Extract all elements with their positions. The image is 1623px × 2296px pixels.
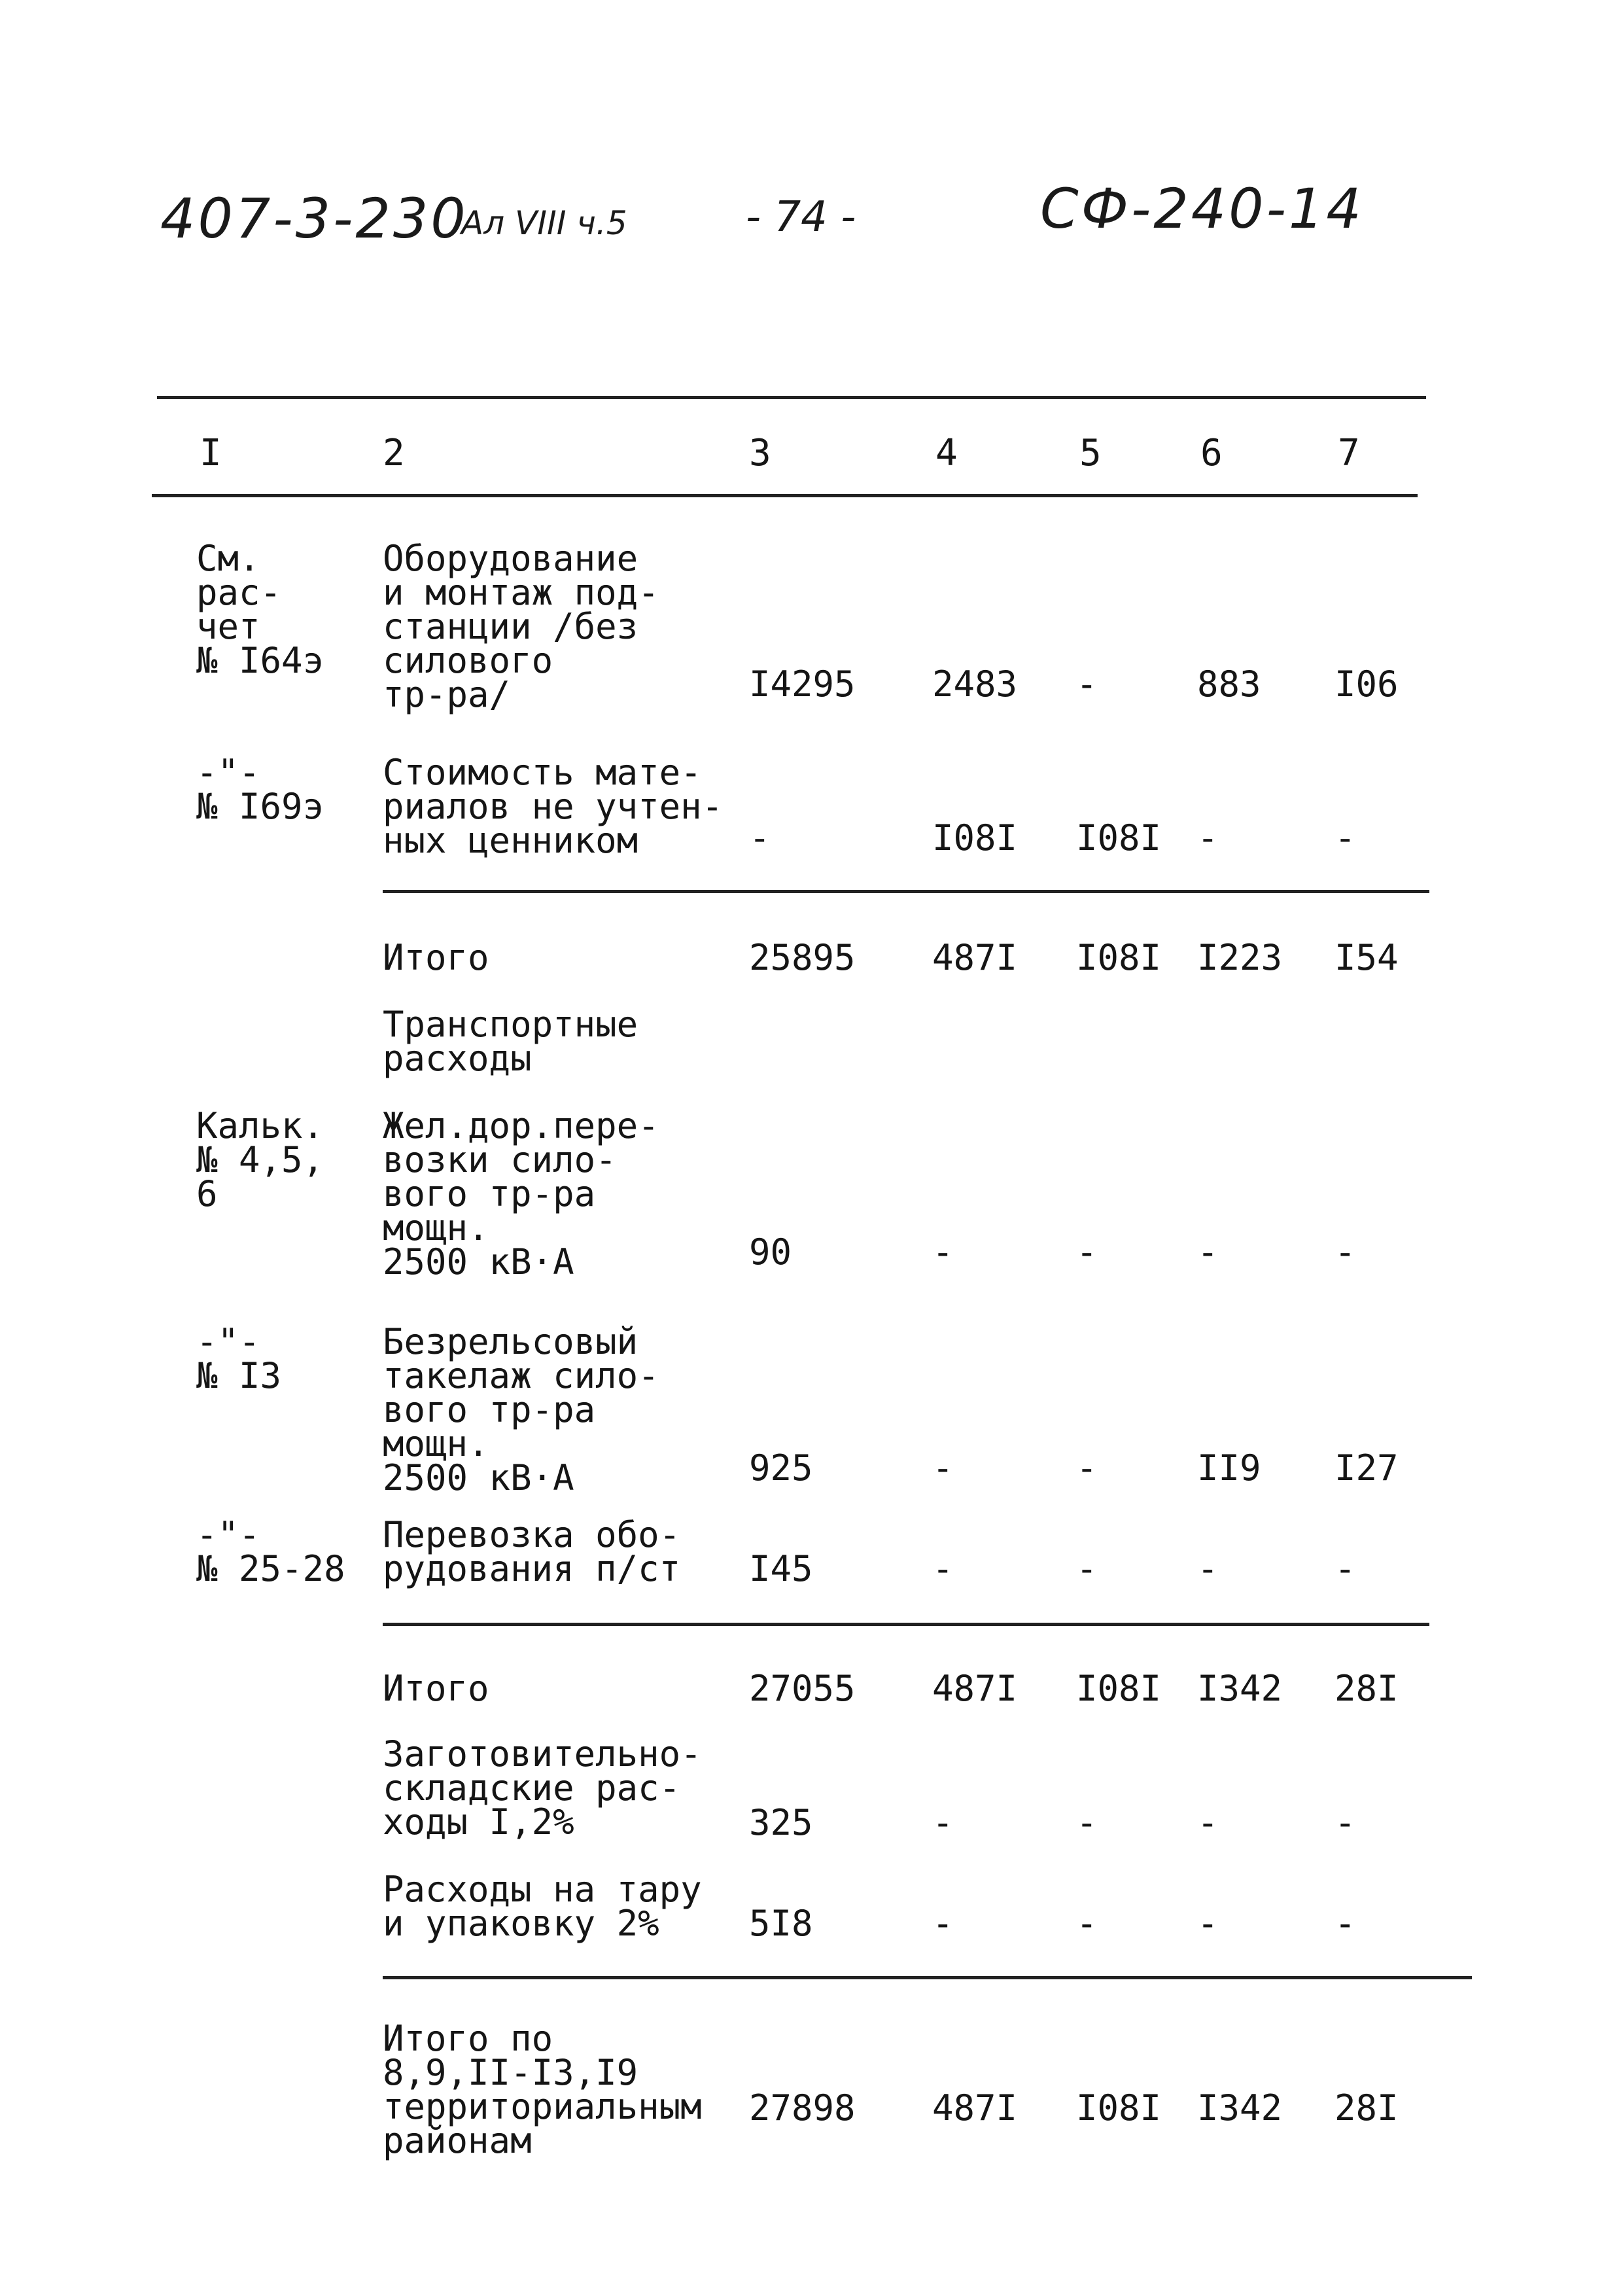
cell-col5: - [1076, 663, 1098, 705]
cell-col4: 2483 [932, 663, 1018, 705]
row-reference: -"- № I3 [196, 1321, 282, 1396]
table-top-rule [157, 396, 1426, 399]
column-header-3: 3 [749, 432, 771, 474]
row-description: Итого по 8,9,II-I3,I9 территориальным районам [383, 2018, 702, 2161]
cell-col6: - [1197, 1903, 1219, 1944]
cell-col7: I54 [1335, 937, 1399, 978]
cell-col7: I06 [1335, 663, 1399, 705]
cell-col3: 27055 [749, 1668, 856, 1709]
document-code: 407-3-230 [160, 186, 468, 251]
cell-col7: - [1335, 1231, 1356, 1273]
cell-col5: - [1076, 1548, 1098, 1589]
cell-col5: I08I [1076, 1668, 1162, 1709]
total-rule [383, 1976, 1472, 1979]
cell-col6: 883 [1197, 663, 1261, 705]
cell-col4: - [932, 1802, 954, 1843]
column-header-5: 5 [1079, 432, 1102, 474]
row-description: Расходы на тару и упаковку 2% [383, 1869, 702, 1944]
cell-col7: - [1335, 1802, 1356, 1843]
cell-col4: I08I [932, 817, 1018, 858]
cell-col4: - [932, 1548, 954, 1589]
cell-col4: 487I [932, 937, 1018, 978]
cell-col5: - [1076, 1802, 1098, 1843]
cell-col6: - [1197, 817, 1219, 858]
cell-col3: 325 [749, 1802, 813, 1843]
subtotal-rule [383, 1623, 1429, 1626]
cell-col5: I08I [1076, 937, 1162, 978]
cell-col7: - [1335, 1548, 1356, 1589]
row-reference: См. рас- чет № I64э [196, 538, 324, 681]
cell-col7: 28I [1335, 2087, 1399, 2128]
cell-col4: - [932, 1231, 954, 1273]
cell-col3: 925 [749, 1447, 813, 1489]
cell-col6: - [1197, 1802, 1219, 1843]
row-description: Стоимость мате- риалов не учтен- ных ценником [383, 752, 724, 861]
album-part-label: Ал VIII ч.5 [461, 204, 627, 242]
cell-col3: I4295 [749, 663, 856, 705]
cell-col3: 25895 [749, 937, 856, 978]
cell-col4: - [932, 1447, 954, 1489]
column-header-7: 7 [1338, 432, 1360, 474]
cell-col7: 28I [1335, 1668, 1399, 1709]
row-reference: Кальк. № 4,5, 6 [196, 1105, 324, 1214]
cell-col6: - [1197, 1548, 1219, 1589]
column-header-6: 6 [1200, 432, 1223, 474]
row-description: Оборудование и монтаж под- станции /без силового тр-ра/ [383, 538, 659, 715]
page-number: - 74 - [746, 193, 856, 241]
cell-col3: 90 [749, 1231, 792, 1273]
row-description: Безрельсовый такелаж сило- вого тр-ра мощн. 2500 кВ·А [383, 1321, 659, 1498]
cell-col3: - [749, 817, 771, 858]
cell-col7: I27 [1335, 1447, 1399, 1489]
cell-col6: - [1197, 1231, 1219, 1273]
cell-col5: - [1076, 1231, 1098, 1273]
row-description: Итого [383, 937, 489, 978]
section-heading: Транспортные расходы [383, 1004, 638, 1079]
cell-col6: II9 [1197, 1447, 1261, 1489]
row-description: Заготовительно- складские рас- ходы I,2% [383, 1733, 702, 1843]
cell-col5: I08I [1076, 2087, 1162, 2128]
cell-col5: - [1076, 1903, 1098, 1944]
cell-col3: 5I8 [749, 1903, 813, 1944]
cell-col7: - [1335, 1903, 1356, 1944]
cell-col4: 487I [932, 1668, 1018, 1709]
cell-col6: I342 [1197, 2087, 1283, 2128]
column-header-4: 4 [935, 432, 958, 474]
cell-col7: - [1335, 817, 1356, 858]
cell-col5: - [1076, 1447, 1098, 1489]
column-header-1: I [200, 432, 222, 474]
cell-col4: 487I [932, 2087, 1018, 2128]
row-reference: -"- № 25-28 [196, 1514, 345, 1589]
row-reference: -"- № I69э [196, 752, 324, 827]
row-description: Итого [383, 1668, 489, 1709]
cell-col5: I08I [1076, 817, 1162, 858]
cell-col3: I45 [749, 1548, 813, 1589]
sheet-code: СФ-240-14 [1040, 177, 1364, 241]
row-description: Перевозка обо- рудования п/ст [383, 1514, 681, 1589]
cell-col6: I342 [1197, 1668, 1283, 1709]
row-description: Жел.дор.пере- возки сило- вого тр-ра мощн. 2500 кВ·А [383, 1105, 659, 1282]
table-header-rule [152, 494, 1418, 497]
cell-col3: 27898 [749, 2087, 856, 2128]
subtotal-rule [383, 890, 1429, 893]
cell-col4: - [932, 1903, 954, 1944]
cell-col6: I223 [1197, 937, 1283, 978]
column-header-2: 2 [383, 432, 405, 474]
